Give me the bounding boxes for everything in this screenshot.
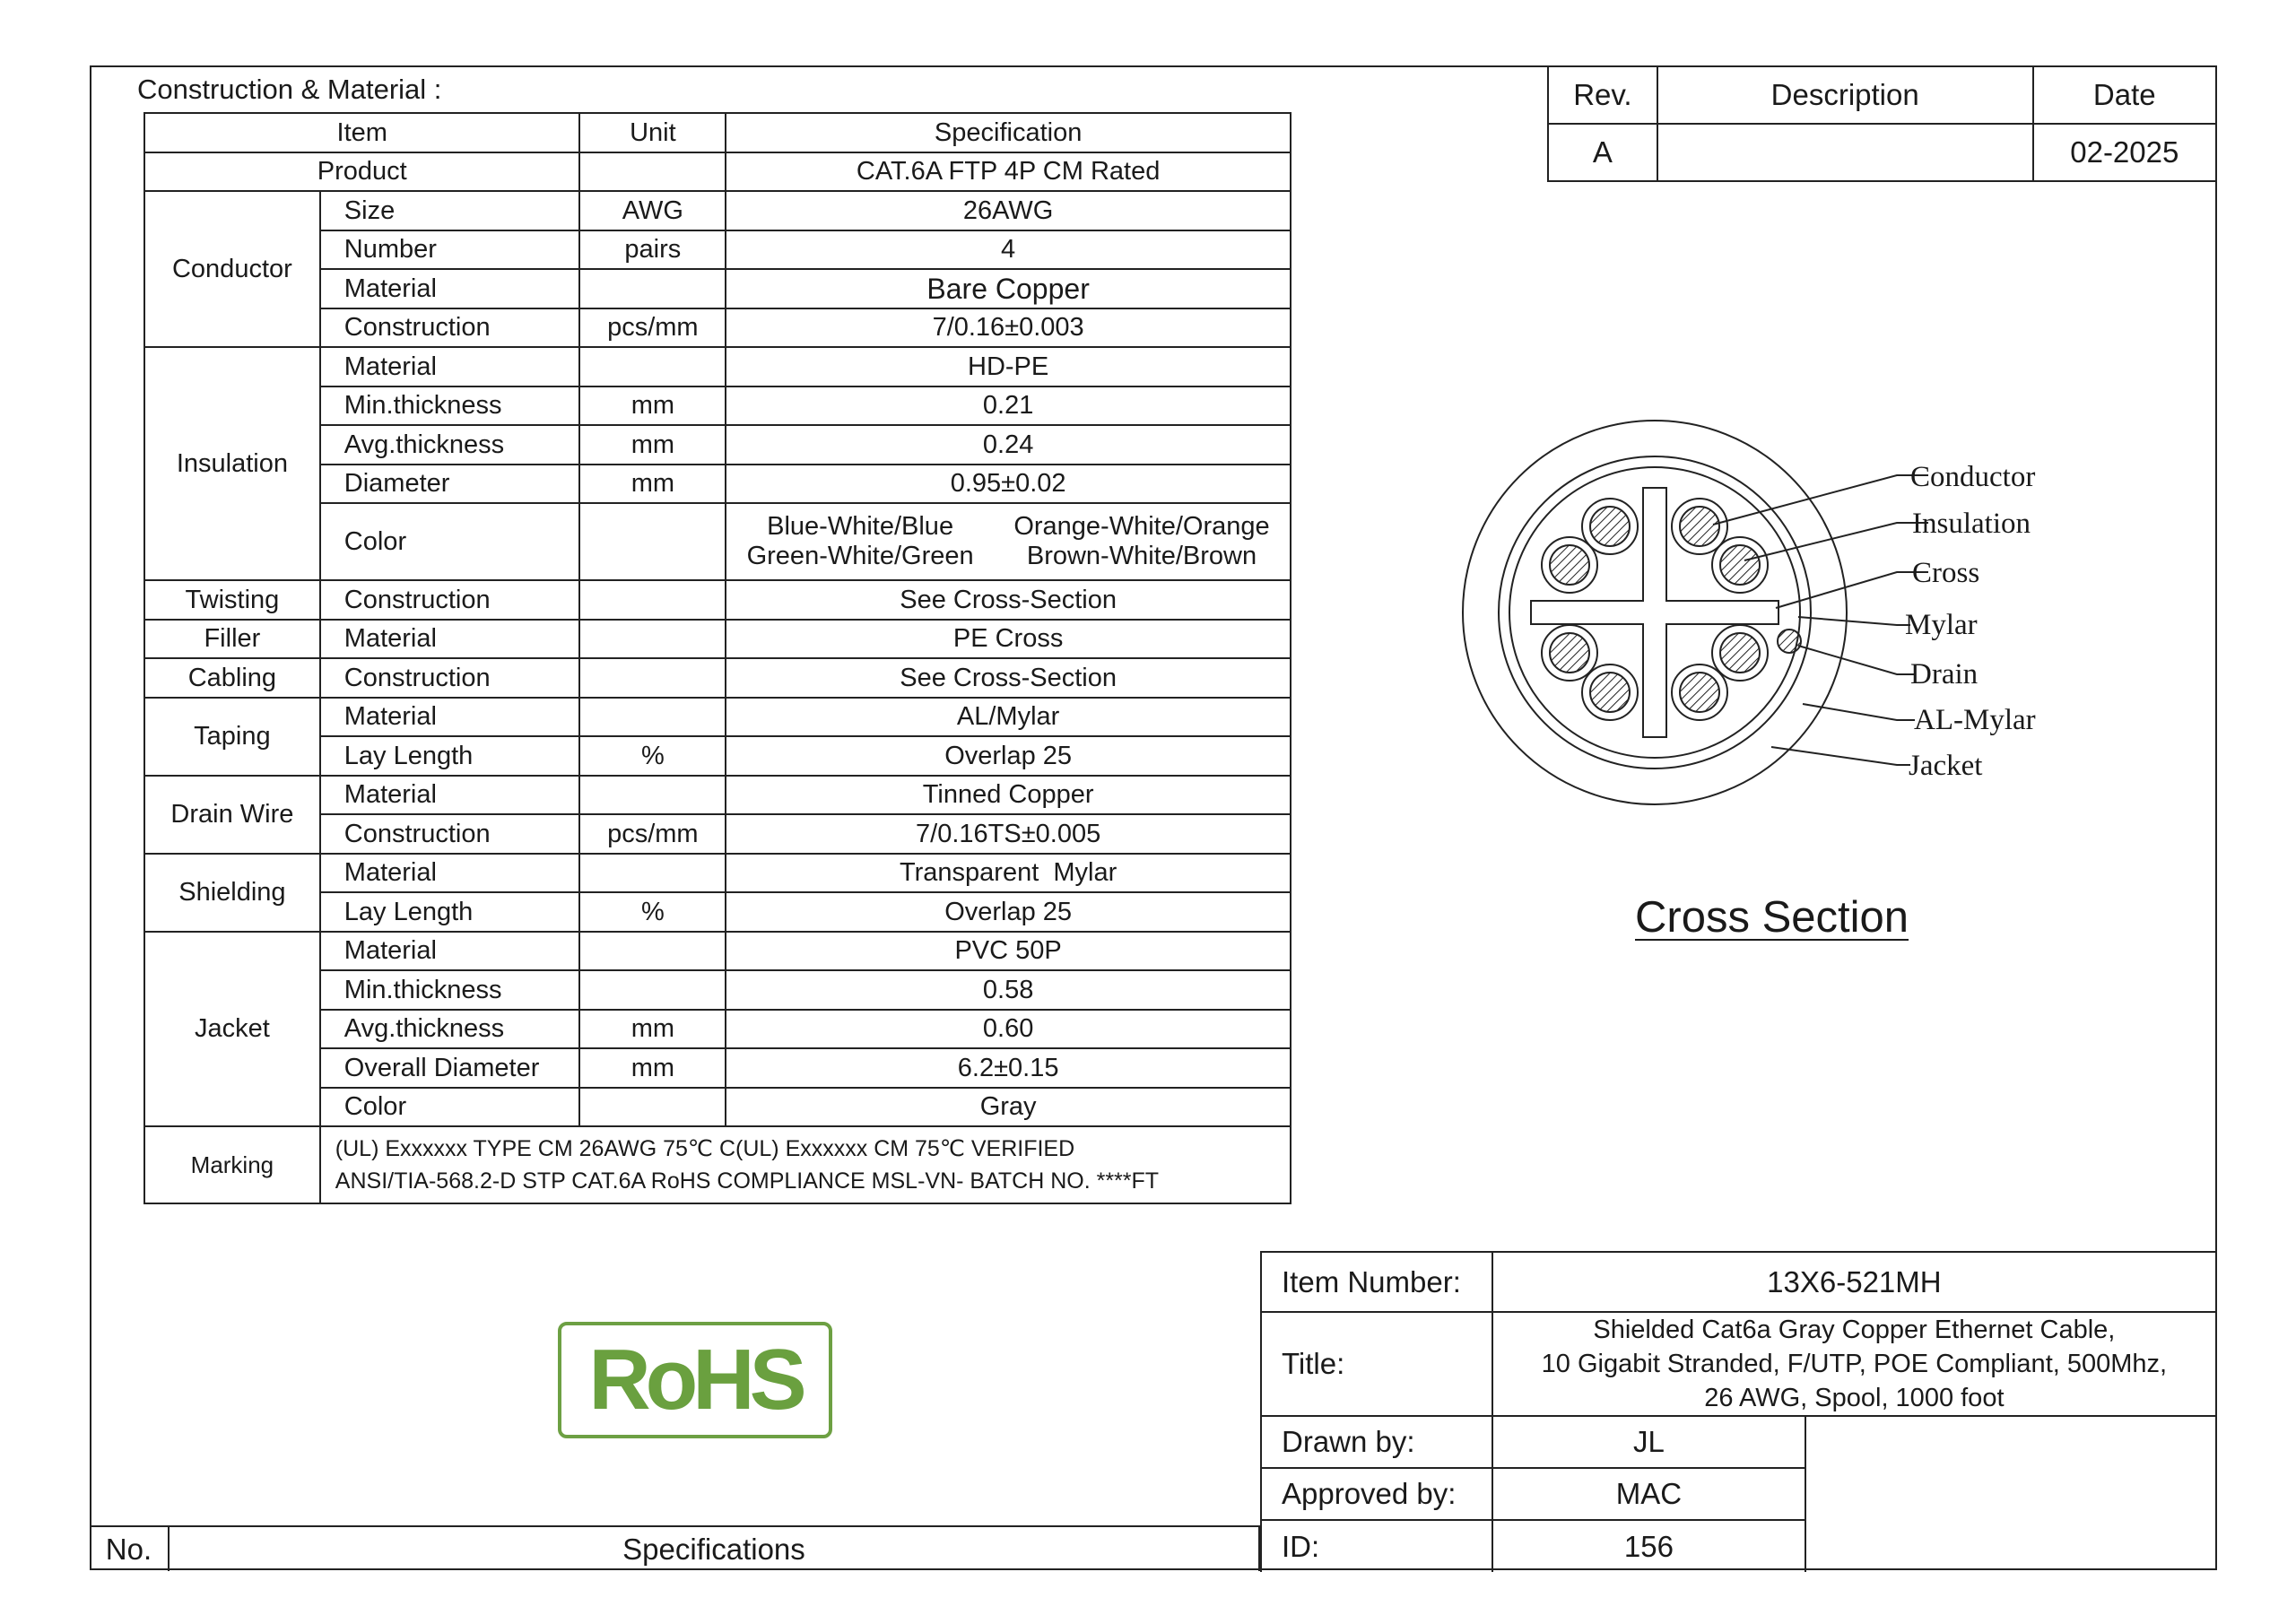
- callout-conductor: Conductor: [1910, 461, 2036, 493]
- row-item: Avg.thickness: [320, 1010, 580, 1049]
- date-value: 02-2025: [2033, 124, 2216, 181]
- id-value: 156: [1492, 1520, 1805, 1572]
- row-unit: mm: [579, 386, 726, 426]
- callout-insulation: Insulation: [1912, 508, 2031, 540]
- row-item: Size: [320, 191, 580, 230]
- row-item: Material: [320, 698, 580, 737]
- table-row: [144, 932, 1291, 971]
- row-unit: %: [579, 892, 726, 932]
- row-item: Material: [320, 269, 580, 308]
- row-unit: mm: [579, 1010, 726, 1049]
- row-item: Lay Length: [320, 736, 580, 776]
- row-spec: Gray: [726, 1088, 1291, 1127]
- row-item: Material: [320, 776, 580, 815]
- row-spec: 0.24: [726, 425, 1291, 465]
- row-item: Color: [320, 1088, 580, 1127]
- footer-no: No.: [90, 1526, 169, 1571]
- rev-header: Rev.: [1548, 66, 1657, 124]
- row-spec: Bare Copper: [726, 269, 1291, 308]
- marking-line: (UL) Exxxxxx TYPE CM 26AWG 75℃ C(UL) Exxxxxx CM 75℃ VERIFIED: [335, 1136, 1075, 1161]
- table-row: [144, 698, 1291, 737]
- callout-drain: Drain: [1910, 658, 1979, 690]
- group-jacket: Jacket: [144, 932, 320, 1127]
- callout-cross: Cross: [1912, 557, 1980, 589]
- approved-by-label: Approved by:: [1261, 1468, 1492, 1520]
- row-spec: Overlap 25: [726, 892, 1291, 932]
- table-row: [144, 113, 1291, 152]
- row-unit: mm: [579, 425, 726, 465]
- cross-filler: [1531, 488, 1779, 737]
- color-entry: Green-White/Green: [746, 542, 974, 570]
- table-row: [1548, 124, 2216, 181]
- date-header: Date: [2033, 66, 2216, 124]
- row-item: Min.thickness: [320, 970, 580, 1010]
- rohs-logo: RoHS: [558, 1322, 832, 1438]
- group-cabling: Cabling: [144, 658, 320, 698]
- footer-specifications: Specifications: [169, 1526, 1259, 1571]
- table-row: [144, 776, 1291, 815]
- rev-value: A: [1548, 124, 1657, 181]
- row-spec: See Cross-Section: [726, 580, 1291, 620]
- row-unit: mm: [579, 1048, 726, 1088]
- row-spec: PVC 50P: [726, 932, 1291, 971]
- row-item: Material: [320, 932, 580, 971]
- cross-section-title: Cross Section: [1635, 893, 1909, 942]
- group-shielding: Shielding: [144, 854, 320, 932]
- description-value: [1657, 124, 2033, 181]
- drawn-by-label: Drawn by:: [1261, 1416, 1492, 1468]
- group-conductor: Conductor: [144, 191, 320, 347]
- group-twisting: Twisting: [144, 580, 320, 620]
- table-row: [1261, 1252, 2216, 1312]
- title-line: Shielded Cat6a Gray Copper Ethernet Cable,: [1593, 1316, 2116, 1344]
- title-line: 10 Gigabit Stranded, F/UTP, POE Compliant, 500Mhz,: [1541, 1350, 2168, 1378]
- row-spec: 0.95±0.02: [726, 465, 1291, 504]
- row-spec: Tinned Copper: [726, 776, 1291, 815]
- row-unit: [579, 970, 726, 1010]
- table-row: [90, 1526, 1259, 1571]
- row-unit: [579, 698, 726, 737]
- row-spec: HD-PE: [726, 347, 1291, 386]
- row-unit: pcs/mm: [579, 814, 726, 854]
- id-label: ID:: [1261, 1520, 1492, 1572]
- table-row: [144, 1126, 1291, 1203]
- item-number-label: Item Number:: [1261, 1252, 1492, 1312]
- marking-text: [320, 1126, 1291, 1203]
- table-row: [144, 854, 1291, 893]
- row-unit: %: [579, 736, 726, 776]
- jacket-circle: [1463, 421, 1847, 804]
- table-row: [1261, 1312, 2216, 1416]
- row-spec: 7/0.16±0.003: [726, 308, 1291, 348]
- row-unit: [579, 776, 726, 815]
- row-unit: [579, 269, 726, 308]
- title-block: [1260, 1251, 2217, 1572]
- conductor-pairs: [1542, 499, 1801, 720]
- row-spec: 7/0.16TS±0.005: [726, 814, 1291, 854]
- row-unit: [579, 854, 726, 893]
- table-row: [144, 580, 1291, 620]
- row-item: Min.thickness: [320, 386, 580, 426]
- cross-section-drawing: [1435, 395, 2117, 825]
- row-item: Diameter: [320, 465, 580, 504]
- table-row: [144, 191, 1291, 230]
- table-row: [144, 620, 1291, 659]
- callout-mylar: Mylar: [1905, 609, 1978, 641]
- row-unit: pcs/mm: [579, 308, 726, 348]
- group-taping: Taping: [144, 698, 320, 776]
- drawn-by-value: JL: [1492, 1416, 1805, 1468]
- group-filler: Filler: [144, 620, 320, 659]
- spec-table: [144, 112, 1292, 1204]
- header-item: Item: [144, 113, 579, 152]
- callout-al-mylar: AL-Mylar: [1914, 704, 2036, 736]
- footer-table: [90, 1525, 1260, 1571]
- row-item: Construction: [320, 658, 580, 698]
- title-line: 26 AWG, Spool, 1000 foot: [1704, 1384, 2005, 1412]
- table-row: [144, 658, 1291, 698]
- row-spec: Overlap 25: [726, 736, 1291, 776]
- row-spec: 0.21: [726, 386, 1291, 426]
- row-unit: [579, 1088, 726, 1127]
- row-item: Material: [320, 854, 580, 893]
- group-marking: Marking: [144, 1126, 320, 1203]
- table-row: [1261, 1416, 2216, 1468]
- row-unit: [579, 932, 726, 971]
- approved-by-value: MAC: [1492, 1468, 1805, 1520]
- description-header: Description: [1657, 66, 2033, 124]
- row-item: Color: [320, 503, 580, 580]
- row-item: Construction: [320, 308, 580, 348]
- row-item: Material: [320, 620, 580, 659]
- row-spec: See Cross-Section: [726, 658, 1291, 698]
- revision-table: [1547, 65, 2217, 182]
- table-row: [144, 152, 1291, 192]
- row-item: Lay Length: [320, 892, 580, 932]
- item-number-value: 13X6-521MH: [1492, 1252, 2216, 1312]
- row-spec: 26AWG: [726, 191, 1291, 230]
- color-entry: Brown-White/Brown: [1026, 542, 1257, 570]
- color-entry: Orange-White/Orange: [1013, 512, 1270, 541]
- marking-line: ANSI/TIA-568.2-D STP CAT.6A RoHS COMPLIANCE MSL-VN- BATCH NO. ****FT: [335, 1168, 1160, 1194]
- row-spec: 6.2±0.15: [726, 1048, 1291, 1088]
- title-label: Title:: [1261, 1312, 1492, 1416]
- table-row: [1548, 66, 2216, 124]
- header-specification: Specification: [726, 113, 1291, 152]
- row-item: Number: [320, 230, 580, 270]
- row-spec: PE Cross: [726, 620, 1291, 659]
- product-value: CAT.6A FTP 4P CM Rated: [726, 152, 1291, 192]
- product-label: Product: [144, 152, 579, 192]
- mylar-circle: [1509, 467, 1800, 758]
- row-unit: AWG: [579, 191, 726, 230]
- row-spec: AL/Mylar: [726, 698, 1291, 737]
- row-spec: 4: [726, 230, 1291, 270]
- row-unit: mm: [579, 465, 726, 504]
- callout-leaders: [1713, 475, 1928, 765]
- row-item: Construction: [320, 580, 580, 620]
- drain-wire: [1778, 630, 1801, 653]
- color-entry: Blue-White/Blue: [767, 512, 954, 541]
- construction-label: Construction & Material :: [137, 74, 442, 105]
- row-item: Avg.thickness: [320, 425, 580, 465]
- title-value: [1492, 1312, 2216, 1416]
- row-item: Construction: [320, 814, 580, 854]
- row-spec: 0.60: [726, 1010, 1291, 1049]
- row-spec: Transparent Mylar: [726, 854, 1291, 893]
- table-row: [144, 347, 1291, 386]
- header-unit: Unit: [579, 113, 726, 152]
- row-item: Material: [320, 347, 580, 386]
- insulation-colors: [726, 503, 1291, 580]
- callout-jacket: Jacket: [1909, 750, 1983, 782]
- al-mylar-circle: [1499, 456, 1811, 769]
- row-unit: [579, 347, 726, 386]
- group-insulation: Insulation: [144, 347, 320, 580]
- row-unit: pairs: [579, 230, 726, 270]
- group-drain-wire: Drain Wire: [144, 776, 320, 854]
- row-item: Overall Diameter: [320, 1048, 580, 1088]
- row-spec: 0.58: [726, 970, 1291, 1010]
